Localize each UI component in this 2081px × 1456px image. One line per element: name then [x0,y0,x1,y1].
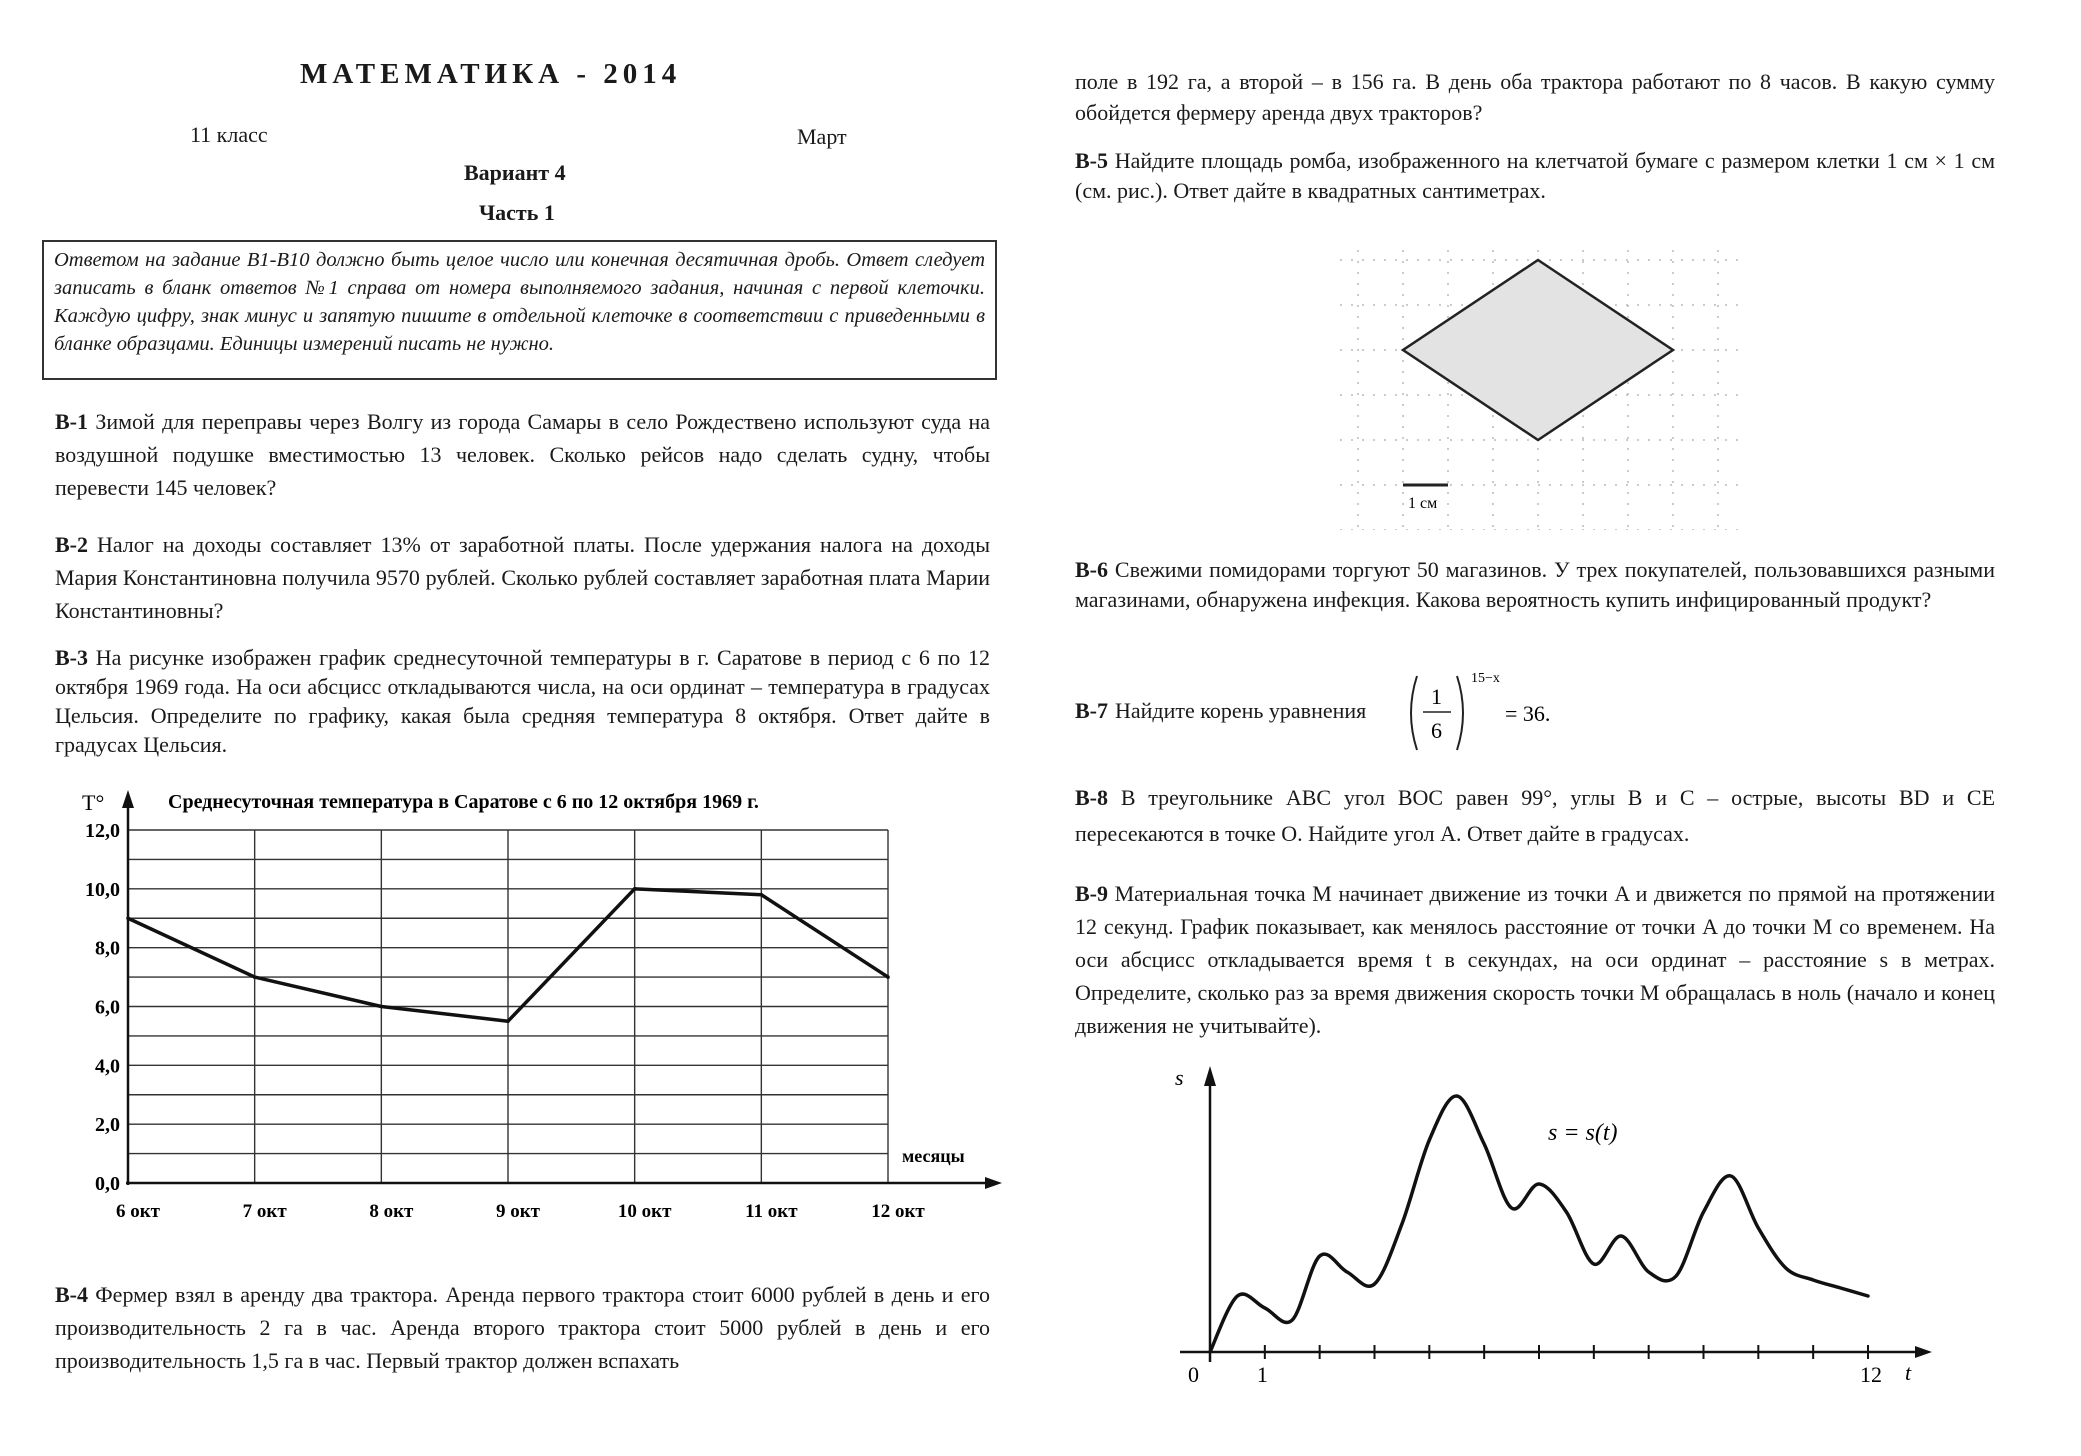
y-axis-arrow [1204,1066,1216,1086]
grade-label: 11 класс [190,122,268,147]
curve-label: s = s(t) [1548,1120,1618,1146]
exponent: 15−x [1471,671,1500,686]
temperature-point [886,975,890,979]
x-axis-arrow [985,1177,1002,1189]
x-tick-label: 7 окт [242,1201,287,1222]
instructions-text: Ответом на задание В1-В10 должно быть целое число или конечная десятичная дробь. Ответ следует записать в бланк ответов №1 справа от номера выполняемого задания, начиная с первой клеточки. Каждую цифру, знак минус и запятую пишите в отдельной клеточке в соответствии с приведенными в бланке образцами. Единицы измерений писать не нужно. [54,249,985,355]
x-tick-label: 1 [1256,1362,1268,1387]
task-b4 [55,1278,990,1377]
rhombus [1403,260,1673,440]
x-tick-label: 12 [1860,1362,1882,1387]
task-b4-label: В-4 [55,1282,88,1307]
temperature-point [760,893,764,897]
x-tick-label: 8 окт [369,1201,414,1222]
temperature-chart-plot [85,790,1002,1222]
task-b3 [55,643,990,759]
motion-chart-plot [1180,1066,1932,1387]
task-b8-label: В-8 [1075,785,1108,810]
task-b3-label: В-3 [55,645,88,670]
task-b7-text: Найдите корень уравнения [1115,698,1367,723]
task-b6-text: Свежими помидорами торгуют 50 магазинов. У трех покупателей, пользовавшихся разными магазинами, обнаружена инфекция. Какова вероятность купить инфицированный продукт? [1075,557,1995,612]
x-tick-label: 11 окт [745,1201,798,1222]
task-b3-text: На рисунке изображен график среднесуточной температуры в г. Саратове в период с 6 по 12 октября 1969 года. На оси абсцисс откладываются числа, на оси ординат – температура в градусах Цельсия. Определите по графику, какая была средняя температура 8 октября. Ответ дайте в градусах Цельсия. [55,645,990,757]
x-tick-label: 0 [1188,1362,1199,1387]
temperature-point [380,1005,384,1009]
part-label: Часть 1 [479,200,555,225]
task-b5-text: Найдите площадь ромба, изображенного на клетчатой бумаге с размером клетки 1 см × 1 см (см. рис.). Ответ дайте в квадратных сантиметрах. [1075,148,1995,203]
y-tick-label: 0,0 [95,1173,120,1195]
y-tick-label: 6,0 [95,996,120,1019]
fraction-denominator: 6 [1431,718,1442,743]
right-paren [1457,676,1463,750]
x-tick-label: 10 окт [617,1201,672,1222]
scale-label: 1 см [1408,495,1438,512]
task-b7 [1075,668,1695,758]
task-b8 [1075,780,1995,852]
temperature-point [506,1019,510,1023]
distance-curve [1210,1096,1868,1352]
task-b8-text: В треугольнике ABC угол BOC равен 99°, углы B и C – острые, высоты BD и CE пересекаются в точке O. Найдите угол A. Ответ дайте в градусах. [1075,785,1996,846]
y-axis-arrow [122,790,134,808]
x-tick-label: 12 окт [871,1201,925,1222]
equation-rhs: = 36. [1505,701,1551,726]
task-b2-text: Налог на доходы составляет 13% от заработной платы. После удержания налога на доходы Мария Константиновна получила 9570 рублей. Сколько рублей составляет заработная плата Марии Константиновны? [55,532,990,623]
task-b9 [1075,877,1995,1042]
task-b4-text: Фермер взял в аренду два трактора. Аренда первого трактора стоит 6000 рублей в день и его производительность 2 га в час. Аренда второго трактора стоит 5000 рублей в день и его производительность 1,5 га в час. Первый трактор должен вспахать [55,1282,990,1373]
motion-ylabel: s [1175,1065,1184,1090]
task-b2-label: В-2 [55,532,88,557]
chart-ylabel: T° [82,790,105,815]
task-b7-formula [1405,668,1595,758]
task-b6 [1075,555,1995,615]
variant-label: Вариант 4 [464,160,566,185]
task-b1 [55,405,990,504]
task-b1-label: В-1 [55,409,88,434]
month-label: Март [797,124,847,149]
temperature-point [633,887,637,891]
temperature-point [253,975,257,979]
task-b1-text: Зимой для переправы через Волгу из города Самары в село Рождествено используют суда на воздушной подушке вместимостью 13 человек. Сколько рейсов надо сделать судну, чтобы перевести 145 человек? [55,409,991,500]
left-paren [1411,676,1417,750]
temperature-chart [40,780,1010,1240]
y-tick-label: 2,0 [95,1114,120,1137]
rhombus-figure [1340,240,1740,530]
fraction-numerator: 1 [1431,684,1442,709]
x-tick-label: 9 окт [495,1201,541,1222]
motion-xlabel: t [1905,1360,1912,1385]
x-tick-label: 6 окт [115,1201,161,1222]
y-tick-label: 4,0 [95,1055,120,1078]
y-tick-label: 8,0 [95,937,120,960]
task-b6-label: В-6 [1075,557,1108,582]
task-b4-continuation: поле в 192 га, а второй – в 156 га. В день оба трактора работают по 8 часов. В какую сумму обойдется фермеру аренда двух тракторов? [1075,69,1995,125]
task-b7-label: В-7 [1075,698,1108,723]
temperature-point [126,916,130,920]
task-b5-label: В-5 [1075,148,1108,173]
page-title: МАТЕМАТИКА - 2014 [300,58,682,90]
y-tick-label: 12,0 [85,820,120,842]
task-b9-label: В-9 [1075,881,1108,906]
task-b2 [55,528,990,627]
x-axis-arrow [1915,1346,1932,1358]
y-tick-label: 10,0 [85,878,120,901]
motion-chart [1160,1060,1940,1400]
chart-title: Среднесуточная температура в Саратове с 6 по 12 октября 1969 г. [168,791,759,813]
task-b9-text: Материальная точка M начинает движение из точки A и движется по прямой на протяжении 12 секунд. График показывает, как менялось расстояние от точки A до точки M со временем. На оси абсцисс откладывается время t в секундах, на оси ординат – расстояние s в метрах. Определите, сколько раз за время движения скорость точки M обращалась в ноль (начало и конец движения не учитывайте). [1075,881,1996,1038]
instructions-box [42,240,997,380]
chart-xlabel: месяцы [902,1146,965,1166]
task-b5 [1075,146,1995,206]
